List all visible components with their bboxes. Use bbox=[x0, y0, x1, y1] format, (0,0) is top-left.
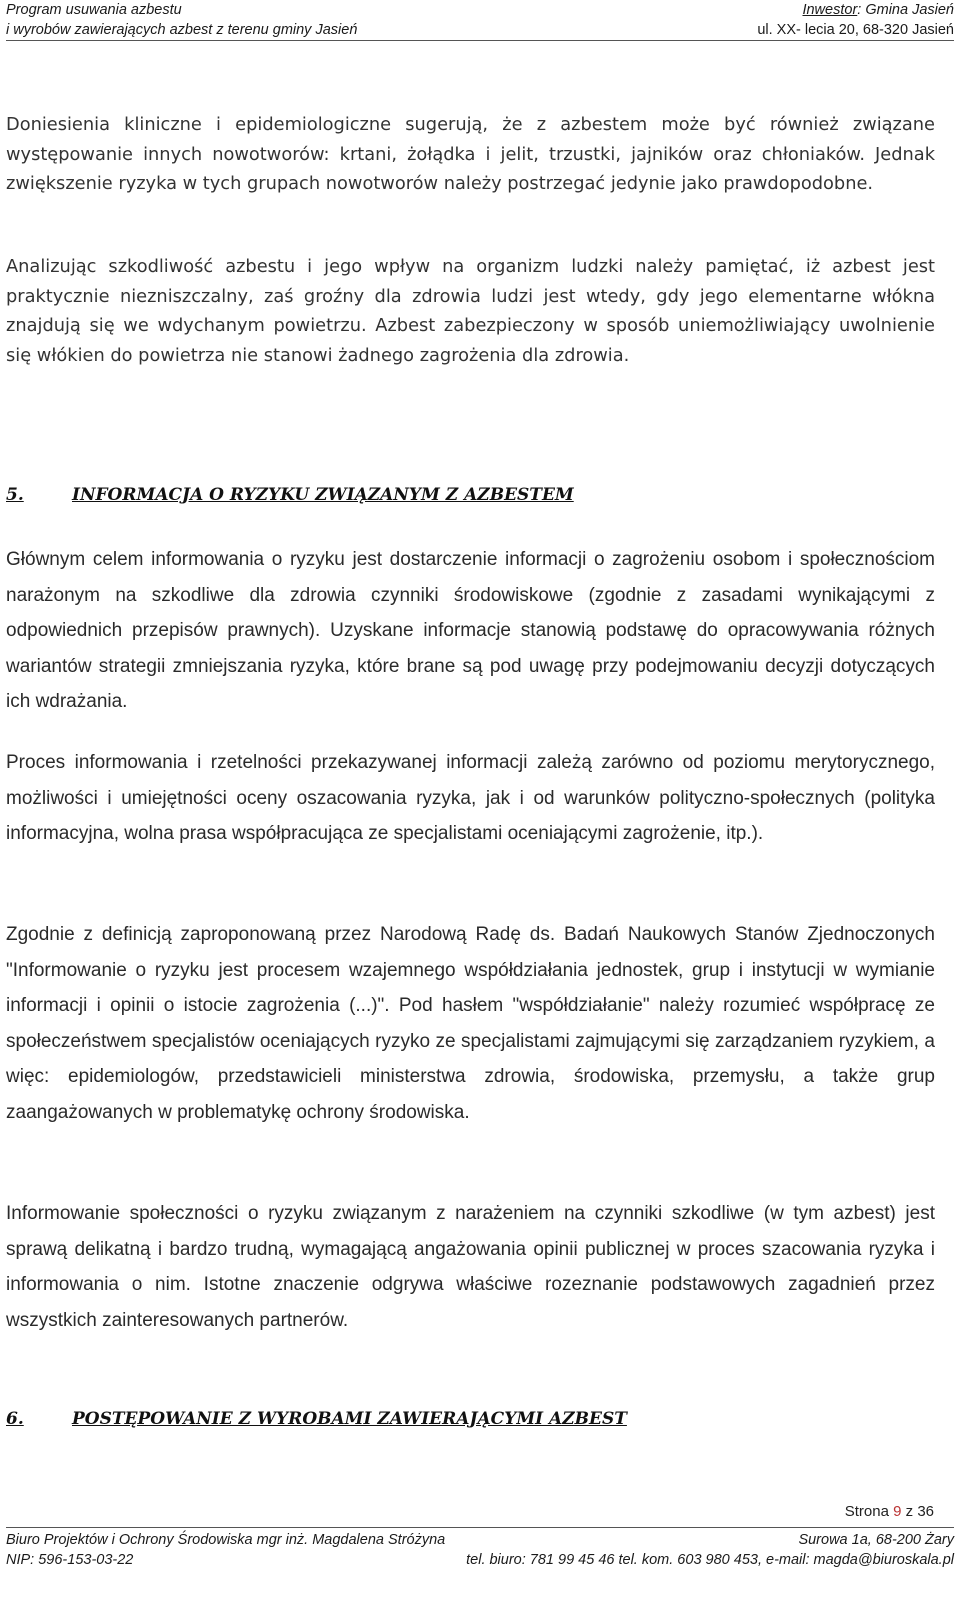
footer-nip: NIP: 596-153-03-22 bbox=[6, 1552, 134, 1568]
paragraph-4: Proces informowania i rzetelności przekazywanej informacji zależą zarówno od poziomu merytorycznego, możliwości i umiejętności oceny oszacowania ryzyka, jak i od warunków polityczno-społecznych (polityka informacyjna, wolna prasa współpracująca ze specjalistami oceniającymi zagrożenie, itp.). bbox=[6, 752, 935, 844]
section-heading-6 bbox=[6, 1408, 627, 1430]
page-total: 36 bbox=[917, 1503, 934, 1520]
paragraph-5: Zgodnie z definicją zaproponowaną przez Narodową Radę ds. Badań Naukowych Stanów Zjednoczonych "Informowanie o ryzyku jest procesem wzajemnego współdziałania jednostek, grup i instytucji w wymianie informacji i opinii o istocie zagrożenia (...)". Pod hasłem "współdziałanie" należy rozumieć współpracę ze społeczeństwem specjalistów oceniających ryzyko ze specjalistami zajmującymi się zarządzaniem ryzykiem, a więc: epidemiologów, przedstawicieli ministerstwa zdrowia, środowiska, przemysłu, a także grup zaangażowanych w problematykę ochrony środowiska. bbox=[6, 924, 935, 1123]
page-header bbox=[6, 0, 954, 41]
footer-right bbox=[466, 1530, 954, 1570]
paragraph-1: Doniesienia kliniczne i epidemiologiczne sugerują, że z azbestem może być również związane występowanie innych nowotworów: krtani, żołądka i jelit, trzustki, jajników oraz chłoniaków. Jednak zwiększenie ryzyka w tych grupach nowotworów należy postrzegać jedynie jako prawdopodobne. bbox=[6, 114, 935, 194]
header-program-title: Program usuwania azbestu bbox=[6, 2, 182, 18]
header-investor-value: : Gmina Jasień bbox=[857, 2, 954, 18]
section-heading-5 bbox=[6, 484, 574, 506]
header-investor bbox=[757, 0, 954, 20]
paragraph-2: Analizując szkodliwość azbestu i jego wpływ na organizm ludzki należy pamiętać, iż azbest jest praktycznie niezniszczalny, zaś groźny dla zdrowia ludzi jest wtedy, gdy jego elementarne włókna znajdują się we wdychanym powietrzu. Azbest zabezpieczony w sposób uniemożliwiający uwolnienie się włókien do powietrza nie stanowi żadnego zagrożenia dla zdrowia. bbox=[6, 256, 935, 366]
paragraph-6: Informowanie społeczności o ryzyku związanym z narażeniem na czynniki szkodliwe (w tym azbest) jest sprawą delikatną i bardzo trudną, wymagającą angażowania opinii publicznej w proces szacowania ryzyka i informowania o nim. Istotne znaczenie odgrywa właściwe rozeznanie podstawowych zagadnień przez wszystkich zainteresowanych partnerów. bbox=[6, 1203, 935, 1331]
footer-company: Biuro Projektów i Ochrony Środowiska mgr inż. Magdalena Stróżyna bbox=[6, 1532, 446, 1548]
header-left bbox=[6, 0, 357, 40]
section-number-6: 6. bbox=[6, 1409, 24, 1429]
header-program-subtitle: i wyrobów zawierających azbest z terenu gminy Jasień bbox=[6, 22, 358, 38]
page-prefix: Strona bbox=[844, 1503, 894, 1520]
section-number-5: 5. bbox=[6, 485, 24, 505]
section-title-6: POSTĘPOWANIE Z WYROBAMI ZAWIERAJĄCYMI AZBEST bbox=[72, 1409, 627, 1429]
footer-address: Surowa 1a, 68-200 Żary bbox=[798, 1532, 954, 1548]
header-address: ul. XX- lecia 20, 68-320 Jasień bbox=[757, 22, 954, 38]
page-separator: z bbox=[901, 1503, 918, 1520]
page-current: 9 bbox=[893, 1503, 902, 1520]
header-right bbox=[757, 0, 954, 40]
footer-contact: tel. biuro: 781 99 45 46 tel. kom. 603 980 453, e-mail: magda@biuroskala.pl bbox=[466, 1552, 954, 1568]
header-investor-label: Inwestor bbox=[802, 2, 858, 18]
page-footer bbox=[6, 1527, 954, 1605]
footer-left bbox=[6, 1530, 445, 1570]
page-number bbox=[845, 1503, 934, 1521]
paragraph-3: Głównym celem informowania o ryzyku jest dostarczenie informacji o zagrożeniu osobom i społecznościom narażonym na szkodliwe dla zdrowia czynniki środowiskowe (zgodnie z zasadami wynikającymi z odpowiednich przepisów prawnych). Uzyskane informacje stanowią podstawę do opracowywania różnych wariantów strategii zmniejszania ryzyka, które brane są pod uwagę przy podejmowaniu decyzji dotyczących ich wdrażania. bbox=[6, 549, 935, 712]
section-title-5: INFORMACJA O RYZYKU ZWIĄZANYM Z AZBESTEM bbox=[72, 485, 574, 505]
